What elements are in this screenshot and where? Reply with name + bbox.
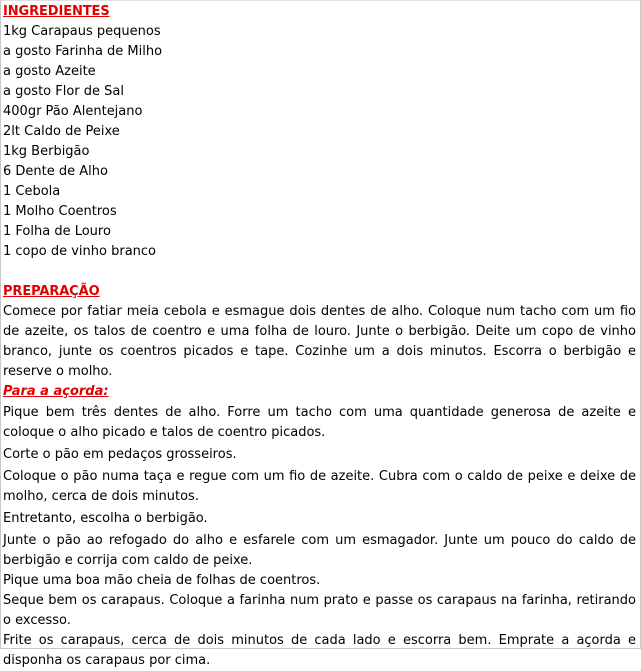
acorda-subheading: Para a açorda: xyxy=(3,384,109,399)
preparation-heading: PREPARAÇÃO xyxy=(3,284,100,299)
ingredient-item: a gosto Azeite xyxy=(3,64,96,79)
ingredient-item: 1 Folha de Louro xyxy=(3,224,111,239)
preparation-intro: Comece por fatiar meia cebola e esmague dois dentes de alho. Coloque num tacho com um fio de azeite, os talos de coentro e uma folha de louro. Junte o berbigão. Deite um copo de vinho branco, junte os coentros picados e tape. Cozinhe um a dois minutos. Escorra o berbigão e reserve o molho. xyxy=(3,304,636,379)
recipe-document xyxy=(3,2,636,671)
ingredient-item: a gosto Farinha de Milho xyxy=(3,44,163,59)
ingredient-item: 2lt Caldo de Peixe xyxy=(3,124,120,139)
preparation-step: Pique bem três dentes de alho. Forre um tacho com uma quantidade generosa de azeite e coloque o alho picado e talos de coentro picados. xyxy=(3,405,636,440)
ingredient-item: 1 Cebola xyxy=(3,184,61,199)
preparation-step: Frite os carapaus, cerca de dois minutos de cada lado e escorra bem. Emprate a açorda e disponha os carapaus por cima. xyxy=(3,633,636,668)
ingredient-item: 1kg Berbigão xyxy=(3,144,90,159)
preparation-step: Junte o pão ao refogado do alho e esfarele com um esmagador. Junte um pouco do caldo de berbigão e corrija com caldo de peixe. xyxy=(3,533,636,568)
preparation-step: Entretanto, escolha o berbigão. xyxy=(3,511,208,526)
ingredient-item: 6 Dente de Alho xyxy=(3,164,108,179)
ingredient-item: 400gr Pão Alentejano xyxy=(3,104,143,119)
preparation-step: Coloque o pão numa taça e regue com um fio de azeite. Cubra com o caldo de peixe e deixe de molho, cerca de dois minutos. xyxy=(3,469,636,504)
ingredient-item: 1 copo de vinho branco xyxy=(3,244,156,259)
ingredient-item: a gosto Flor de Sal xyxy=(3,84,124,99)
ingredient-item: 1 Molho Coentros xyxy=(3,204,117,219)
preparation-step: Pique uma boa mão cheia de folhas de coentros. xyxy=(3,573,321,588)
ingredient-item: 1kg Carapaus pequenos xyxy=(3,24,161,39)
ingredients-heading: INGREDIENTES xyxy=(3,4,110,19)
preparation-step: Corte o pão em pedaços grosseiros. xyxy=(3,447,237,462)
ingredients-list xyxy=(3,22,636,262)
preparation-step: Seque bem os carapaus. Coloque a farinha num prato e passe os carapaus na farinha, retirando o excesso. xyxy=(3,593,636,628)
